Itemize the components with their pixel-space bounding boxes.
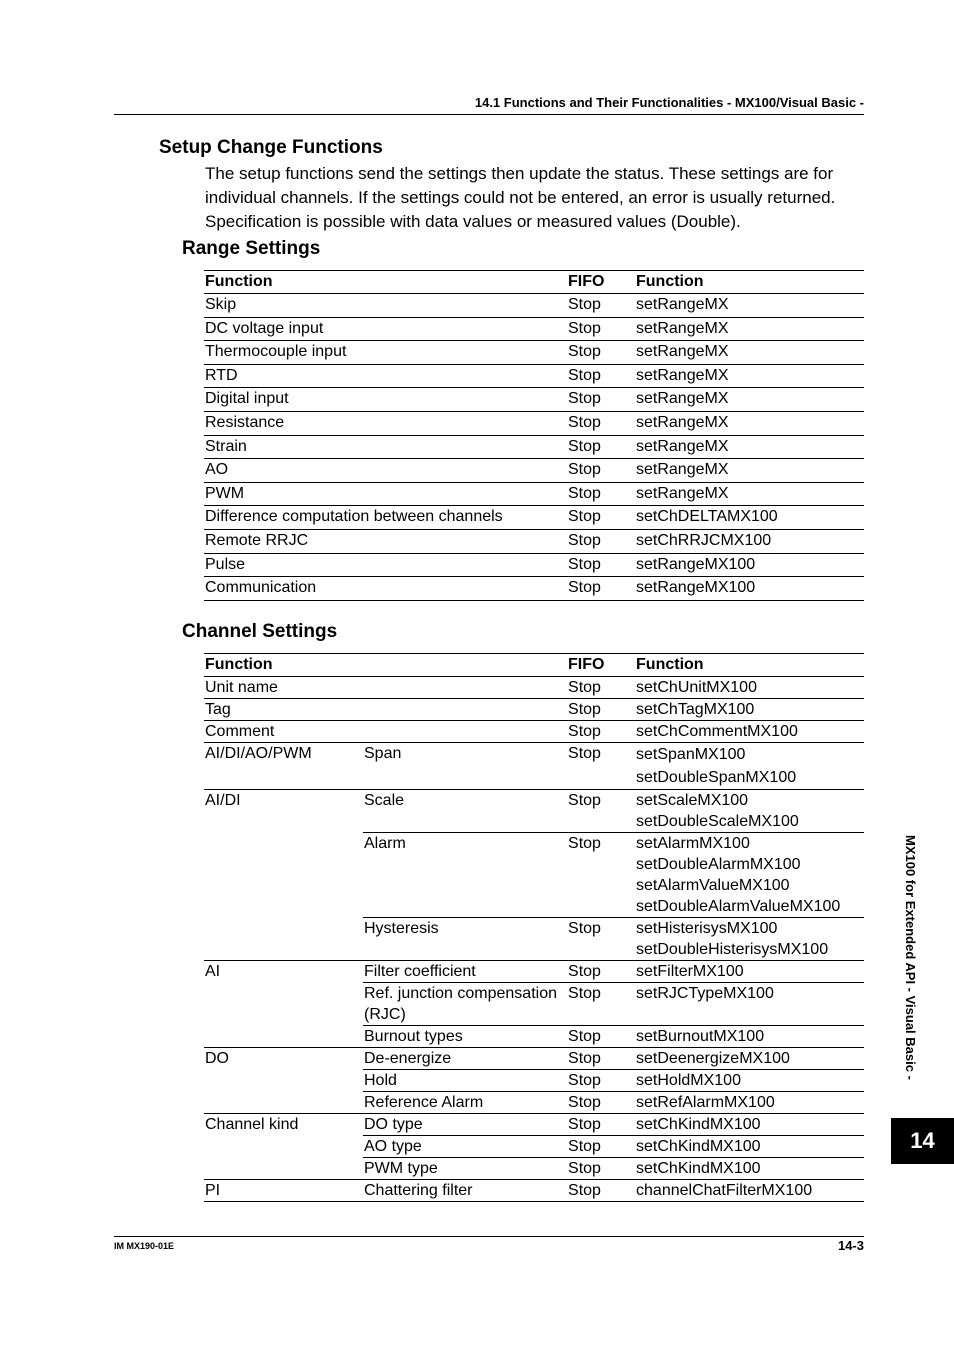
table-row [204,553,864,577]
category-cell [204,1048,363,1070]
category-cell [204,833,363,918]
fifo-cell-text: Stop [568,701,601,718]
subfunction-cell-text: Alarm [364,835,406,852]
api-function-cell [635,961,864,983]
fifo-cell-text: Stop [568,985,601,1002]
continuation-text: setDoubleHisterisysMX100 [636,941,829,958]
continuation-text: setDoubleScaleMX100 [636,813,799,830]
subfunction-cell [363,743,567,790]
subfunction-cell [363,1114,567,1136]
api-function-cell [635,983,864,1026]
fifo-cell-text: Stop [568,1028,601,1045]
table-row [204,1070,864,1092]
table-row [204,341,864,365]
category-cell-text: PI [205,1182,221,1199]
header-function: Function [204,271,567,294]
range-settings-table [204,270,864,601]
running-header: 14.1 Functions and Their Functionalities - MX100/Visual Basic - [114,95,864,115]
table-row [204,1114,864,1136]
fifo-cell [567,677,635,699]
fifo-cell: Stop [567,317,635,341]
api-function-cell-text: setBurnoutMX100 [636,1028,765,1045]
fifo-cell [567,721,635,743]
fifo-cell [567,918,635,961]
function-cell: Strain [204,435,567,459]
function-cell [204,699,567,721]
api-function-cell: setRangeMX [635,341,864,365]
subfunction-cell [363,833,567,918]
subfunction-cell [363,983,567,1026]
fifo-cell-text: Stop [568,1050,601,1067]
section-title: Setup Change Functions [159,137,383,158]
table-row [204,1092,864,1114]
continuation-text: setDoubleAlarmMX100 [636,856,801,873]
api-function-cell-text: channelChatFilterMX100 [636,1182,813,1199]
fifo-cell [567,961,635,983]
table-row [204,388,864,412]
subfunction-cell-text: DO type [364,1116,423,1133]
category-cell [204,1114,363,1136]
subfunction-cell [363,790,567,833]
api-function-cell [635,743,864,790]
table-row [204,983,864,1026]
fifo-cell-text: Stop [568,723,601,740]
table-row [204,294,864,318]
category-cell [204,743,363,790]
category-cell [204,1136,363,1158]
fifo-cell: Stop [567,388,635,412]
header-fifo: FIFO [567,654,635,677]
api-function-cell [635,1180,864,1202]
api-function-cell [635,1026,864,1048]
api-function-cell-text: setScaleMX100 [636,792,749,809]
fifo-cell: Stop [567,529,635,553]
api-function-cell-text: setChKindMX100 [636,1116,761,1133]
api-function-cell: setRangeMX [635,317,864,341]
api-function-cell-text: setFilterMX100 [636,963,744,980]
api-function-cell [635,1114,864,1136]
api-function-cell [635,1158,864,1180]
table-row [204,961,864,983]
table-row [204,317,864,341]
continuation-text: setAlarmValueMX100 [636,877,790,894]
table-row [204,459,864,483]
category-cell [204,983,363,1026]
fifo-cell: Stop [567,435,635,459]
fifo-cell-text: Stop [568,792,601,809]
api-function-cell: setRangeMX [635,364,864,388]
fifo-cell-text: Stop [568,745,601,762]
function-cell [204,721,567,743]
function-cell: Skip [204,294,567,318]
continuation-text: setDoubleSpanMX100 [636,769,797,786]
fifo-cell: Stop [567,364,635,388]
header-api-function: Function [635,271,864,294]
header-api-function: Function [635,654,864,677]
table-row [204,1136,864,1158]
fifo-cell [567,1026,635,1048]
fifo-cell-text: Stop [568,1160,601,1177]
continuation-text: setDoubleAlarmValueMX100 [636,898,841,915]
table-row [204,529,864,553]
api-function-cell [635,1070,864,1092]
api-function-cell [635,677,864,699]
category-cell [204,961,363,983]
subfunction-cell [363,1026,567,1048]
function-cell: Resistance [204,411,567,435]
api-function-cell [635,721,864,743]
table-row [204,918,864,961]
subfunction-cell-text: Filter coefficient [364,963,476,980]
table-row [204,482,864,506]
table-row [204,577,864,601]
category-cell [204,1180,363,1202]
chapter-tab: 14 [891,1118,954,1164]
function-cell: Communication [204,577,567,601]
fifo-cell-text: Stop [568,1116,601,1133]
table-row [204,506,864,530]
api-function-cell: setRangeMX [635,435,864,459]
fifo-cell-text: Stop [568,835,601,852]
api-function-cell: setRangeMX [635,411,864,435]
api-function-cell-text: setChTagMX100 [636,701,755,718]
api-function-cell-text: setChKindMX100 [636,1138,761,1155]
function-cell-text: Tag [205,701,231,718]
fifo-cell: Stop [567,482,635,506]
api-function-cell-text: setAlarmMX100 [636,835,750,852]
channel-settings-table [204,653,864,1202]
subfunction-cell-text: AO type [364,1138,422,1155]
table-row [204,677,864,699]
api-function-cell-text: setHisterisysMX100 [636,920,778,937]
api-function-cell [635,790,864,833]
api-function-cell [635,699,864,721]
api-function-cell [635,1048,864,1070]
api-function-cell: setRangeMX100 [635,577,864,601]
fifo-cell: Stop [567,459,635,483]
fifo-cell-text: Stop [568,963,601,980]
api-function-cell: setRangeMX [635,388,864,412]
function-cell [204,677,567,699]
table-row [204,790,864,833]
continuation-text: (RJC) [364,1006,406,1023]
api-function-cell [635,918,864,961]
manual-id: IM MX190-01E [114,1241,175,1251]
category-cell [204,1070,363,1092]
api-function-cell-text: setSpanMX100 [636,746,746,763]
api-function-cell: setChRRJCMX100 [635,529,864,553]
fifo-cell: Stop [567,294,635,318]
table-row [204,1048,864,1070]
api-function-cell: setRangeMX100 [635,553,864,577]
api-function-cell-text: setRJCTypeMX100 [636,985,774,1002]
intro-paragraph: The setup functions send the settings then update the status. These settings are for individual channels. If the settings could not be entered, an error is usually returned. Specification is possible with data values or measured values (Double). [205,164,836,231]
function-cell: DC voltage input [204,317,567,341]
fifo-cell-text: Stop [568,920,601,937]
fifo-cell: Stop [567,341,635,365]
subfunction-cell-text: Burnout types [364,1028,463,1045]
function-cell: Difference computation between channels [204,506,567,530]
fifo-cell-text: Stop [568,1094,601,1111]
function-cell: Remote RRJC [204,529,567,553]
api-function-cell-text: setChKindMX100 [636,1160,761,1177]
table-row [204,364,864,388]
page-number: 14-3 [837,1238,864,1253]
category-cell-text: AI/DI/AO/PWM [205,745,312,762]
fifo-cell [567,1114,635,1136]
category-cell-text: DO [205,1050,229,1067]
fifo-cell [567,1180,635,1202]
footer-divider [114,1236,864,1237]
table-row [204,743,864,790]
subfunction-cell-text: PWM type [364,1160,438,1177]
subfunction-cell-text: Span [364,745,402,762]
fifo-cell: Stop [567,553,635,577]
fifo-cell [567,1048,635,1070]
subfunction-cell [363,1158,567,1180]
category-cell-text: AI/DI [205,792,241,809]
api-function-cell-text: setDeenergizeMX100 [636,1050,790,1067]
table-row [204,833,864,918]
api-function-cell [635,1092,864,1114]
subfunction-cell-text: Hold [364,1072,397,1089]
api-function-cell: setRangeMX [635,294,864,318]
subfunction-cell-text: Scale [364,792,405,809]
subfunction-cell [363,1180,567,1202]
fifo-cell [567,833,635,918]
category-cell [204,1158,363,1180]
function-cell: RTD [204,364,567,388]
chapter-side-label: MX100 for Extended API - Visual Basic - [903,835,918,1080]
api-function-cell-text: setHoldMX100 [636,1072,741,1089]
category-cell-text: Channel kind [205,1116,299,1133]
subfunction-cell [363,1136,567,1158]
table-row [204,1026,864,1048]
api-function-cell-text: setRefAlarmMX100 [636,1094,775,1111]
api-function-cell [635,833,864,918]
category-cell [204,1092,363,1114]
fifo-cell-text: Stop [568,1182,601,1199]
api-function-cell [635,1136,864,1158]
category-cell-text: AI [205,963,221,980]
table-row [204,721,864,743]
table-row [204,435,864,459]
subfunction-cell-text: Chattering filter [364,1182,473,1199]
range-settings-title: Range Settings [182,238,321,259]
subfunction-cell [363,1092,567,1114]
function-cell: Pulse [204,553,567,577]
table-row [204,699,864,721]
category-cell [204,918,363,961]
function-cell-text: Comment [205,723,275,740]
function-cell: PWM [204,482,567,506]
subfunction-cell [363,961,567,983]
fifo-cell [567,1092,635,1114]
fifo-cell [567,790,635,833]
subfunction-cell-text: Ref. junction compensation [364,985,557,1002]
fifo-cell-text: Stop [568,679,601,696]
fifo-cell: Stop [567,506,635,530]
fifo-cell: Stop [567,577,635,601]
fifo-cell [567,1136,635,1158]
table-row [204,1180,864,1202]
header-function: Function [204,654,567,677]
api-function-cell-text: setChUnitMX100 [636,679,757,696]
function-cell-text: Unit name [205,679,278,696]
category-cell [204,1026,363,1048]
fifo-cell [567,1070,635,1092]
subfunction-cell-text: Reference Alarm [364,1094,484,1111]
fifo-cell [567,1158,635,1180]
table-row [204,1158,864,1180]
table-row [204,411,864,435]
subfunction-cell [363,1070,567,1092]
api-function-cell-text: setChCommentMX100 [636,723,798,740]
subfunction-cell [363,918,567,961]
function-cell: AO [204,459,567,483]
function-cell: Thermocouple input [204,341,567,365]
fifo-cell [567,699,635,721]
header-fifo: FIFO [567,271,635,294]
subfunction-cell-text: De-energize [364,1050,452,1067]
fifo-cell-text: Stop [568,1138,601,1155]
fifo-cell: Stop [567,411,635,435]
api-function-cell: setRangeMX [635,459,864,483]
subfunction-cell [363,1048,567,1070]
channel-settings-title: Channel Settings [182,621,338,642]
fifo-cell-text: Stop [568,1072,601,1089]
fifo-cell [567,743,635,790]
subfunction-cell-text: Hysteresis [364,920,439,937]
function-cell: Digital input [204,388,567,412]
api-function-cell: setRangeMX [635,482,864,506]
category-cell [204,790,363,833]
api-function-cell: setChDELTAMX100 [635,506,864,530]
fifo-cell [567,983,635,1026]
